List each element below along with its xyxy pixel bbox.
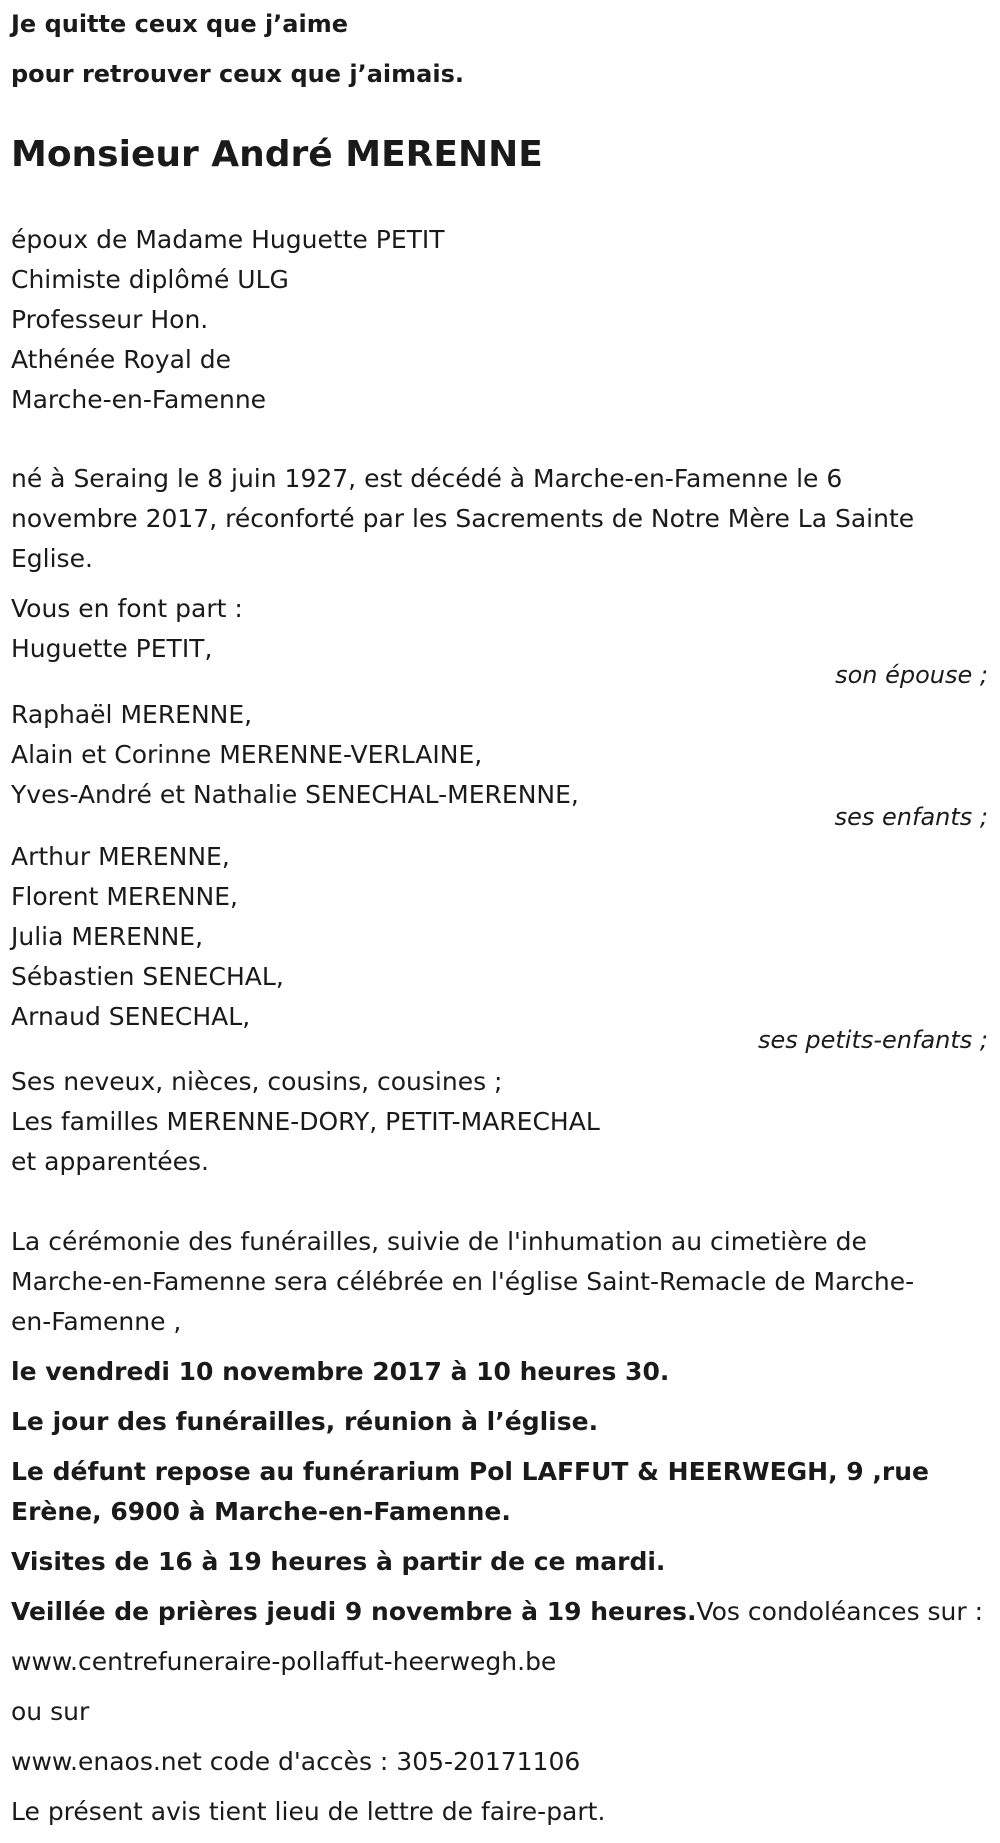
grandchildren-relation: ses petits-enfants ;: [757, 1026, 988, 1054]
title-line: Professeur Hon.: [11, 305, 209, 334]
life-line: Eglise.: [11, 544, 93, 573]
website-link-1[interactable]: www.centrefuneraire-pollaffut-heerwegh.be: [11, 1647, 557, 1676]
life-line: novembre 2017, réconforté par les Sacrements de Notre Mère La Sainte: [11, 504, 915, 533]
life-line: né à Seraing le 8 juin 1927, est décédé à Marche-en-Famenne le 6: [11, 464, 843, 493]
child-name: Raphaël MERENNE,: [11, 700, 253, 729]
children-relation: ses enfants ;: [834, 803, 988, 831]
deceased-name: Monsieur André MERENNE: [11, 134, 543, 175]
ceremony-line: Marche-en-Famenne sera célébrée en l'église Saint-Remacle de Marche-: [11, 1267, 915, 1296]
condolences-label: Vos condoléances sur :: [696, 1597, 984, 1626]
repose-line-2: Erène, 6900 à Marche-en-Famenne.: [11, 1497, 511, 1526]
meeting-info: Le jour des funérailles, réunion à l’église.: [11, 1407, 599, 1436]
title-line: Marche-en-Famenne: [11, 385, 267, 414]
title-line: Athénée Royal de: [11, 345, 232, 374]
grandchild-name: Arthur MERENNE,: [11, 842, 230, 871]
other-family-line: Les familles MERENNE-DORY, PETIT-MARECHAL: [11, 1107, 600, 1136]
ceremony-line: La cérémonie des funérailles, suivie de l'inhumation au cimetière de: [11, 1227, 867, 1256]
title-line: Chimiste diplômé ULG: [11, 265, 289, 294]
other-family-line: Ses neveux, nièces, cousins, cousines ;: [11, 1067, 503, 1096]
spouse-name: Huguette PETIT,: [11, 634, 213, 663]
child-name: Alain et Corinne MERENNE-VERLAINE,: [11, 740, 483, 769]
grandchild-name: Sébastien SENECHAL,: [11, 962, 284, 991]
spouse-relation: son épouse ;: [835, 661, 988, 689]
child-name: Yves-André et Nathalie SENECHAL-MERENNE,: [11, 780, 579, 809]
closing-statement: Le présent avis tient lieu de lettre de faire-part.: [11, 1797, 606, 1826]
other-family-line: et apparentées.: [11, 1147, 209, 1176]
vigil-and-condolences: [11, 1592, 988, 1632]
epigraph-line-1: Je quitte ceux que j’aime: [11, 10, 349, 38]
visits-info: Visites de 16 à 19 heures à partir de ce mardi.: [11, 1547, 666, 1576]
grandchild-name: Julia MERENNE,: [11, 922, 204, 951]
ceremony-line: en-Famenne ,: [11, 1307, 182, 1336]
grandchild-name: Arnaud SENECHAL,: [11, 1002, 251, 1031]
ceremony-date: le vendredi 10 novembre 2017 à 10 heures 30.: [11, 1357, 670, 1386]
epigraph-line-2: pour retrouver ceux que j’aimais.: [11, 60, 464, 88]
vigil-info: Veillée de prières jeudi 9 novembre à 19 heures.: [11, 1597, 697, 1626]
title-line: époux de Madame Huguette PETIT: [11, 225, 445, 254]
grandchild-name: Florent MERENNE,: [11, 882, 239, 911]
repose-line-1: Le défunt repose au funérarium Pol LAFFUT & HEERWEGH, 9 ,rue: [11, 1457, 929, 1486]
or-label: ou sur: [11, 1697, 90, 1726]
website-access-code[interactable]: www.enaos.net code d'accès : 305-20171106: [11, 1747, 581, 1776]
announcement-intro: Vous en font part :: [11, 594, 243, 623]
